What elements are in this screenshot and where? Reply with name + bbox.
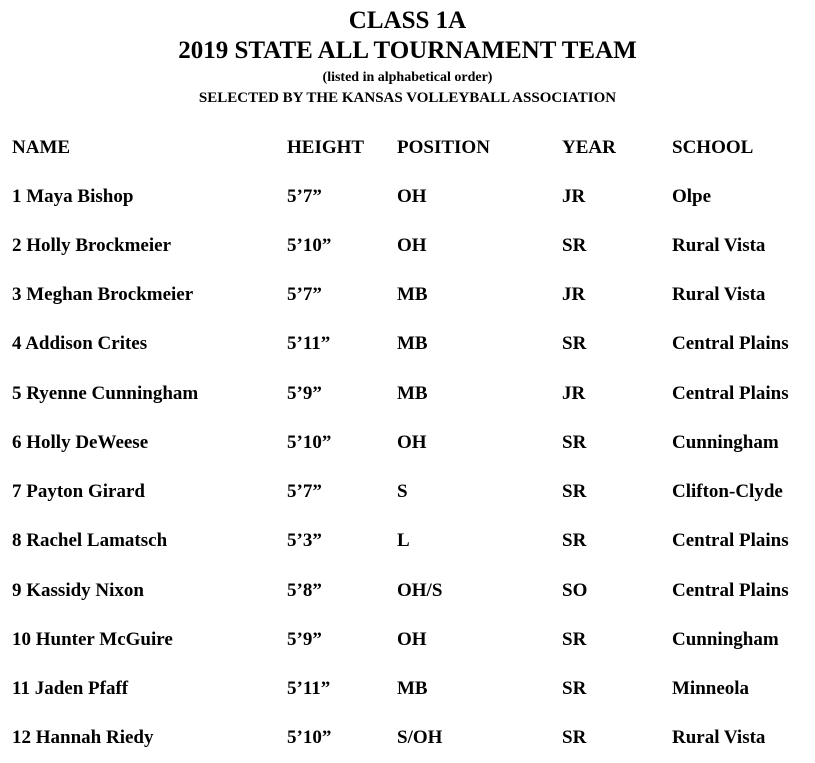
player-name: 5 Ryenne Cunningham [12,383,199,404]
table-row [0,529,815,553]
player-year: SR [562,235,587,256]
table-row [0,283,815,307]
player-height: 5’9” [287,383,322,404]
player-position: MB [397,333,428,354]
table-row [0,579,815,603]
player-name: 3 Meghan Brockmeier [12,284,194,305]
player-height: 5’7” [287,186,322,207]
player-name: 1 Maya Bishop [12,186,134,207]
player-name: 9 Kassidy Nixon [12,580,144,601]
player-name: 8 Rachel Lamatsch [12,530,168,551]
table-row [0,677,815,701]
table-row [0,234,815,258]
table-row [0,185,815,209]
column-header-name: NAME [12,137,71,158]
table-row [0,480,815,504]
player-position: MB [397,383,428,404]
player-year: SR [562,432,587,453]
player-name: 2 Holly Brockmeier [12,235,172,256]
player-height: 5’11” [287,678,331,699]
player-year: SR [562,727,587,748]
player-school: Olpe [672,186,712,207]
player-height: 5’10” [287,727,332,748]
player-position: OH [397,235,427,256]
player-school: Central Plains [672,580,789,601]
player-height: 5’9” [287,629,322,650]
player-position: L [397,530,410,551]
player-year: SR [562,333,587,354]
player-school: Rural Vista [672,284,766,305]
player-year: JR [562,284,586,305]
player-school: Central Plains [672,383,789,404]
table-row [0,726,815,750]
player-school: Minneola [672,678,750,699]
player-position: MB [397,284,428,305]
player-year: SR [562,629,587,650]
table-row [0,628,815,652]
player-name: 10 Hunter McGuire [12,629,173,650]
table-row [0,382,815,406]
player-height: 5’7” [287,284,322,305]
column-header-year: YEAR [562,137,616,158]
player-name: 11 Jaden Pfaff [12,678,129,699]
player-year: JR [562,186,586,207]
player-school: Rural Vista [672,727,766,748]
player-height: 5’10” [287,432,332,453]
player-position: OH/S [397,580,443,601]
player-year: SR [562,678,587,699]
player-position: S/OH [397,727,443,748]
player-year: SR [562,481,587,502]
player-name: 6 Holly DeWeese [12,432,149,453]
player-position: S [397,481,408,502]
player-school: Rural Vista [672,235,766,256]
player-school: Cunningham [672,629,779,650]
table-header-row [0,136,815,160]
player-school: Cunningham [672,432,779,453]
page-subtitle-team: 2019 STATE ALL TOURNAMENT TEAM [178,37,637,64]
table-row [0,332,815,356]
player-school: Central Plains [672,333,789,354]
player-height: 5’11” [287,333,331,354]
column-header-school: SCHOOL [672,137,754,158]
player-name: 12 Hannah Riedy [12,727,154,748]
player-name: 7 Payton Girard [12,481,145,502]
player-height: 5’10” [287,235,332,256]
player-position: OH [397,629,427,650]
player-height: 5’3” [287,530,322,551]
column-header-height: HEIGHT [287,137,365,158]
player-school: Central Plains [672,530,789,551]
player-height: 5’7” [287,481,322,502]
player-school: Clifton-Clyde [672,481,783,502]
player-year: SR [562,530,587,551]
player-position: MB [397,678,428,699]
player-position: OH [397,432,427,453]
order-note: (listed in alphabetical order) [322,70,493,85]
player-height: 5’8” [287,580,322,601]
column-header-position: POSITION [397,137,490,158]
player-year: SO [562,580,588,601]
player-name: 4 Addison Crites [12,333,148,354]
table-row [0,431,815,455]
selection-credit: SELECTED BY THE KANSAS VOLLEYBALL ASSOCIATION [198,90,617,106]
player-position: OH [397,186,427,207]
player-year: JR [562,383,586,404]
page-title: CLASS 1A [348,7,467,34]
